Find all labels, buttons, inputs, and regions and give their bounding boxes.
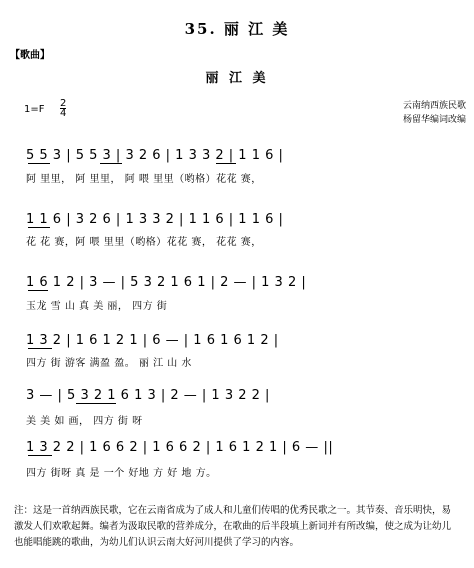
time-signature xyxy=(60,99,66,118)
lyrics-row-4: 四方 街 游客 满盈 盈。 丽 江 山 水 xyxy=(26,358,192,369)
notation-row-3: 1 6 1 2 | 3 — | 5 3 2 1 6 1 | 2 — | 1 3 2 | xyxy=(26,275,307,290)
lyrics-row-5: 美 美 如 画， 四方 街 呀 xyxy=(26,416,143,427)
rhythm-underline xyxy=(28,455,52,456)
rhythm-underline xyxy=(100,163,122,164)
rhythm-underline xyxy=(28,348,52,349)
notation-row-1: 5 5 3 | 5 5 3 | 3 2 6 | 1 3 3 2 | 1 1 6 | xyxy=(26,148,284,163)
lyrics-row-3: 玉龙 雪 山 真 美 丽， 四方 街 xyxy=(26,301,168,312)
song-subtitle: 丽 江 美 xyxy=(205,71,269,86)
rhythm-underline xyxy=(28,227,50,228)
lyrics-row-6: 四方 街呀 真 是 一个 好地 方 好 地 方。 xyxy=(26,468,217,479)
category-label: 【歌曲】 xyxy=(10,50,50,61)
credit-arranger: 杨留华编词改编 xyxy=(402,115,466,125)
lyrics-row-2: 花 花 赛，阿 喂 里里（哟格）花花 赛， 花花 赛， xyxy=(26,237,262,248)
notation-row-5: 3 — | 5 3 2 1 6 1 3 | 2 — | 1 3 2 2 | xyxy=(26,388,270,403)
time-numerator: 2 xyxy=(60,98,67,109)
time-denominator: 4 xyxy=(60,108,67,119)
rhythm-underline xyxy=(28,163,50,164)
credit-source: 云南纳西族民歌 xyxy=(402,101,466,111)
notation-row-4: 1 3 2 | 1 6 1 2 1 | 6 — | 1 6 1 6 1 2 | xyxy=(26,333,279,348)
song-number-title: 35. 丽 江 美 xyxy=(184,20,290,38)
rhythm-underline xyxy=(28,290,48,291)
rhythm-underline xyxy=(76,403,116,404)
rhythm-underline xyxy=(216,163,236,164)
notation-row-2: 1 1 6 | 3 2 6 | 1 3 3 2 | 1 1 6 | 1 1 6 | xyxy=(26,212,284,227)
notation-row-6: 1 3 2 2 | 1 6 6 2 | 1 6 6 2 | 1 6 1 2 1 | 6 — || xyxy=(26,440,334,455)
footnote: 注：这是一首纳西族民歌，它在云南省成为了成人和儿童们传唱的优秀民歌之一。其节奏、音乐明快，易激发人们欢歌起舞。编者为汲取民歌的营养成分，在歌曲的后半段填上新词并有所改编，使之成为让幼儿也能唱能跳的歌曲，为幼儿们认识云南大好河川提供了学习的内容。 xyxy=(14,505,452,548)
key-signature: 1=F xyxy=(24,104,45,115)
lyrics-row-1: 阿 里里， 阿 里里， 阿 喂 里里（哟格）花花 赛， xyxy=(26,174,262,185)
